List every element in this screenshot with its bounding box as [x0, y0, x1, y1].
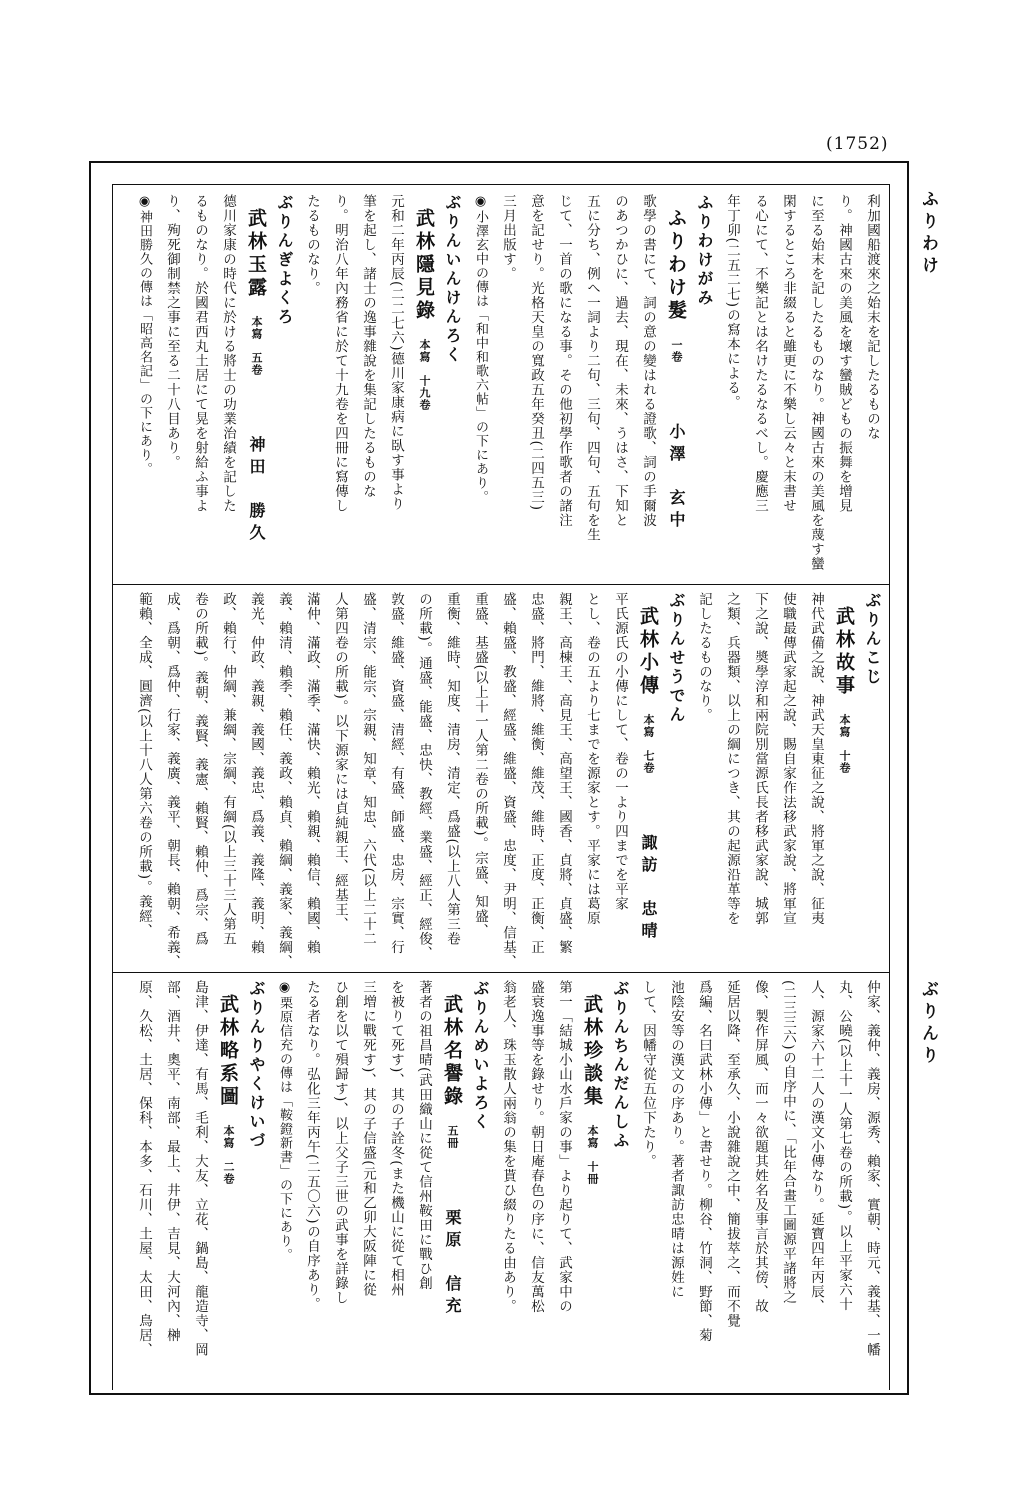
entry-author: 諏訪 忠晴: [639, 834, 658, 944]
entry-title: [438, 980, 466, 1360]
body-column: 池陰安等の漢文の序あり。著者諏訪忠晴は源姓に: [668, 980, 684, 1299]
entry-note: ◉栗原信充の傳は「鞍鐙新書」の下にあり。: [277, 980, 292, 1262]
body-column: 人第四卷の所載)。以下源家には貞純親王、經基王、: [332, 592, 348, 932]
entry-volume: 本寫 十冊: [586, 1125, 599, 1185]
body-column: 部、酒井、奧平、南部、最上、井伊、吉見、大河內、榊: [164, 980, 180, 1343]
entry-title-text: 武林珍談集: [581, 994, 603, 1109]
body-column: ひ創を以て殞歸す)、以上父子三世の武事を詳錄し: [332, 980, 348, 1306]
body-column: 範賴、全成、圓濟(以上十八人第六卷の所載)。義經、: [136, 592, 152, 939]
text-row: [116, 194, 886, 574]
body-column: 之類、兵器類、以上の綱につき、其の起源沿革等を: [724, 592, 740, 926]
body-column: の所載)。通盛、能盛、忠快、教經、業盛、經正、經俊、: [416, 592, 432, 961]
body-column: るものなり。於國君西丸土居にて晃を射給ふ事よ: [192, 194, 208, 513]
body-column: 下之說、奬學淳和兩院別當源氏長者移武家說、城郭: [752, 592, 768, 926]
body-column: 閑するところ非綴ると雖更に不樂し云々と末書せ: [780, 194, 796, 513]
body-column: 五に分ち、例へ一詞より二句、三句、四句、五句を生: [584, 194, 600, 542]
body-column: 成、爲朝、爲仲、行家、義廣、義平、朝長、賴朝、希義、: [164, 592, 180, 969]
entry-title-text: 武林故事: [833, 606, 855, 698]
entry-author: 神田 勝久: [247, 436, 266, 546]
body-column: のあつかひに、過去、現在、未來、うはさ、下知と: [612, 194, 628, 528]
body-column: 年丁卯(二五二七)の寫本による。: [724, 194, 740, 410]
body-column: に至る始末を記したるものなり。神國古來の美風を蔑す蠻: [808, 194, 824, 571]
entry-volume: 本寫 七卷: [642, 714, 655, 774]
row-divider: [112, 972, 890, 973]
body-column: る心にて、不樂記とは名けたるなるべし。慶應三: [752, 194, 768, 513]
body-column: 像、製作屏風、而一々欲題其姓名及事言於其傍、故: [752, 980, 768, 1314]
entry-title-text: 武林玉露: [245, 208, 267, 300]
body-column: 爲編、名曰武林小傳」と書せり。柳谷、竹洞、野節、菊: [696, 980, 712, 1343]
body-column: り。明治八年內務省に於て十九卷を四冊に寫傳し: [332, 194, 348, 513]
body-column: 忠盛、將門、維將、維衡、維茂、維時、正度、正衡、正: [528, 592, 544, 955]
body-column: たる者なり。弘化三年丙午(二五〇六)の自序あり。: [304, 980, 320, 1312]
entry-volume: 本寫 十卷: [838, 714, 851, 774]
row-divider: [112, 584, 890, 585]
body-column: して、因幡守從五位下たり。: [640, 980, 656, 1169]
body-column: 重衡、維時、知度、清房、清定、爲盛(以上八人第三卷: [444, 592, 460, 947]
entry-title: [830, 592, 858, 972]
entry-volume: 本寫 五卷: [250, 316, 263, 376]
body-column: 卷の所載)。義朝、義賢、義憲、賴賢、賴仲、爲宗、爲: [192, 592, 208, 947]
entry-note: ◉小澤玄中の傳は「和中和歌六帖」の下にあり。: [473, 194, 488, 504]
body-column: 使職最傳武家起之說、賜自家作法移武家說、將軍宣: [780, 592, 796, 926]
entry-volume: 本寫 二卷: [222, 1125, 235, 1185]
body-column: 敦盛、維盛、資盛、清經、有盛、師盛、忠房、宗實、行: [388, 592, 404, 955]
entry-note: ◉神田勝久の傳は「昭高名記」の下にあり。: [137, 194, 152, 476]
body-column: 盛、清宗、能宗、宗親、知章、知忠、六代(以上二十二: [360, 592, 376, 947]
body-column: 第一「結城小山水戶家の事」より起りて、武家中の: [556, 980, 572, 1314]
body-column: り、殉死御制禁之事に至る二十八目あり。: [164, 194, 180, 470]
body-column: 政、賴行、仲綱、兼綱、宗綱、有綱(以上三十三人第五: [220, 592, 236, 947]
body-column: 人、源家六十二人の漢文小傳なり。延寶四年丙辰、: [808, 980, 824, 1314]
body-column: 仲家、義仲、義房、源秀、賴家、實朝、時元、義基、一幡: [864, 980, 880, 1357]
text-row: [116, 980, 886, 1360]
entry-reading: ぶりんちんだんしふ: [611, 980, 630, 1151]
body-column: 德川家康の時代に於ける將士の功業治績を記した: [220, 194, 236, 513]
body-column: 神代武備之說、神武天皇東征之說、將軍之說、征夷: [808, 592, 824, 926]
entry-author: 栗原 信充: [443, 1209, 462, 1319]
body-column: 重盛、基盛(以上十一人第二卷の所載)。宗盛、知盛、: [472, 592, 488, 939]
body-column: 三増に戰死す)、其の子信盛(元和乙卯大阪陣に從: [360, 980, 376, 1298]
entry-author: 小澤 玄中: [667, 423, 686, 533]
body-column: たるものなり。: [304, 194, 320, 296]
body-column: り。神國古來の美風を壞す蠻賊どもの振舞を增見: [836, 194, 852, 513]
entry-volume: 五冊: [446, 1125, 459, 1149]
entry-title-text: 武林名譽錄: [441, 994, 463, 1109]
body-column: 歌學の書にて、詞の意の變はれる證歌、詞の手爾波: [640, 194, 656, 528]
entry-title: [662, 194, 690, 574]
entry-title-text: 武林略系圖: [217, 994, 239, 1109]
body-column: 元和二年丙辰(二二七六)德川家康病に臥す事より: [388, 194, 404, 512]
entry-title: [214, 980, 242, 1360]
body-column: じて、一首の歌になる事。その他初學作歌者の諸注: [556, 194, 572, 528]
body-column: 平氏源氏の小傳にして、卷の一より四までを平家: [612, 592, 628, 911]
entry-reading: ぶりんこじ: [863, 592, 882, 687]
body-column: 丸、公曉(以上十一人第七卷の所載)。以上平家六十: [836, 980, 852, 1312]
entry-title-text: 武林小傳: [637, 606, 659, 698]
body-column: 延居以降、至承久、小說雜說之中、簡拔萃之、而不覺: [724, 980, 740, 1328]
entry-reading: ぶりんぎよくろ: [275, 194, 294, 327]
body-column: 親王、高棟王、高見王、高望王、國香、貞將、貞盛、繁: [556, 592, 572, 955]
entry-title: [634, 592, 662, 972]
entry-title-text: 武林隱見錄: [413, 208, 435, 323]
body-column: 意を記せり。光格天皇の寬政五年癸丑(二四五三): [528, 194, 544, 512]
entry-title: [578, 980, 606, 1360]
body-column: 記したるものなり。: [696, 592, 712, 723]
body-column: 滿仲、滿政、滿季、滿快、賴光、賴親、賴信、賴國、賴: [304, 592, 320, 955]
body-column: 利加國船渡來之始末を記したるものな: [864, 194, 880, 441]
body-column: とし、卷の五より七までを源家とす。平家には葛原: [584, 592, 600, 926]
body-column: 義光、仲政、義親、義國、義忠、爲義、義隆、義明、賴: [248, 592, 264, 955]
body-column: を被りて死す)、其の子詮冬(また機山に從て相州: [388, 980, 404, 1298]
entry-title: [242, 194, 270, 574]
entry-volume: 一卷: [670, 339, 683, 363]
body-column: 義、賴清、賴季、賴任、義政、賴貞、賴綱、義家、義綱、: [276, 592, 292, 969]
section-heading: ふりわけ: [918, 190, 938, 278]
section-heading: ぶりんり: [918, 980, 938, 1068]
entry-title-text: ふりわけ髮: [665, 208, 687, 323]
entry-reading: ふりわけがみ: [695, 194, 714, 308]
entry-reading: ぶりんせうでん: [667, 592, 686, 725]
body-column: 島津、伊達、有馬、毛利、大友、立花、鍋島、龍造寺、岡: [192, 980, 208, 1357]
entry-reading: ぶりんりやくけいづ: [247, 980, 266, 1151]
body-column: 翁老人、珠玉散人兩翁の集を貰ひ綴りたる由あり。: [500, 980, 516, 1314]
entry-reading: ぶりんいんけんろく: [443, 194, 462, 365]
body-column: (二三三六)の自序中に、「比年合畫工圖源平諸將之: [780, 980, 796, 1305]
body-column: 筆を起し、諸士の逸事雜說を集記したるものな: [360, 194, 376, 499]
body-column: 著者の祖昌晴(武田織山に從て信州鞍田に戰ひ創: [416, 980, 432, 1291]
body-column: 盛衰逸事等を錄せり。朝日庵春色の序に、信友萬松: [528, 980, 544, 1314]
text-row: [116, 592, 886, 972]
entry-volume: 本寫 十九卷: [418, 339, 431, 411]
body-column: 盛、賴盛、教盛、經盛、維盛、資盛、忠度、尹明、信基、: [500, 592, 516, 969]
body-column: 原、久松、土居、保科、本多、石川、土屋、太田、鳥居、: [136, 980, 152, 1357]
entry-title: [410, 194, 438, 574]
entry-reading: ぶりんめいよろく: [471, 980, 490, 1132]
body-column: 三月出版す。: [500, 194, 516, 281]
page-number: (1752): [826, 134, 889, 154]
